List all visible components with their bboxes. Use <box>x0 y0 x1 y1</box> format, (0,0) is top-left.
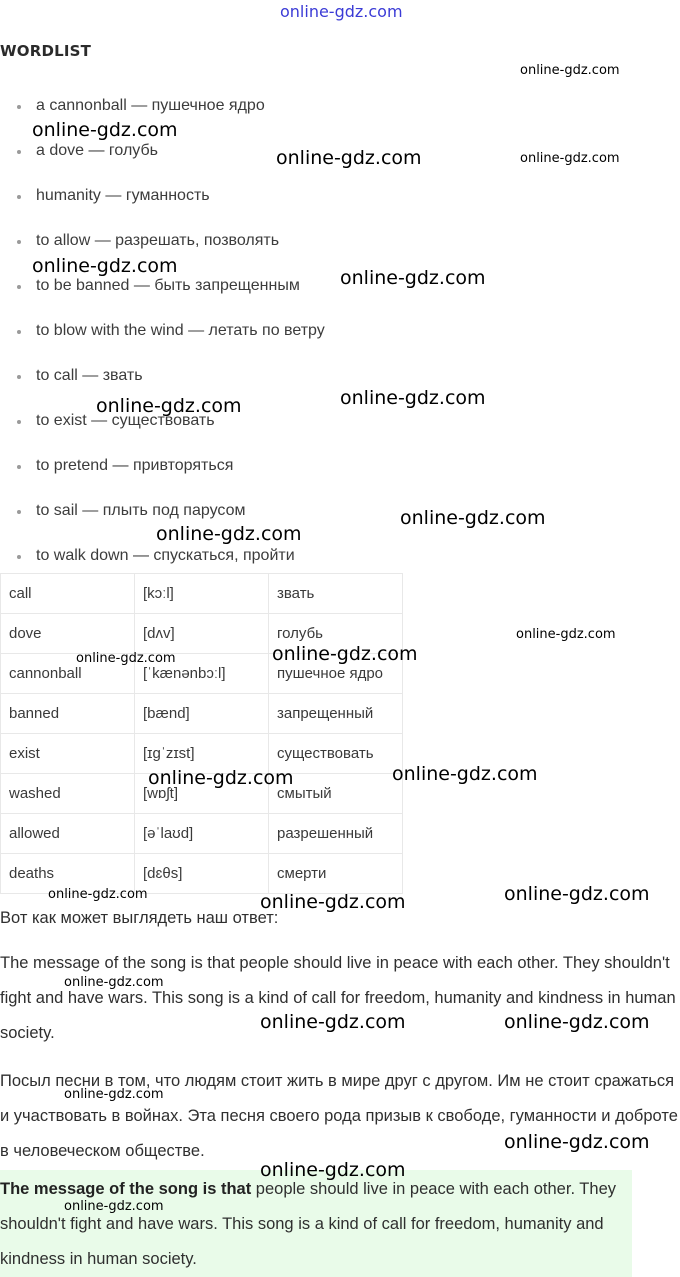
answer-russian: Посыл песни в том, что людям стоит жить в мире друг с другом. Им не стоит сражаться и участвовать в войнах. Эта песня своего рода призыв к свободе, гуманности и доброте в человеческом обществе. <box>0 1072 678 1160</box>
watermark: online-gdz.com <box>516 627 616 642</box>
translation-cell: смытый <box>269 774 403 814</box>
highlight-rest-text: people should live in peace with each other. They shouldn't fight and have wars. This song is a kind of call for freedom, humanity and kindness in human society. <box>0 1180 616 1268</box>
watermark: online-gdz.com <box>504 883 650 905</box>
watermark: online-gdz.com <box>272 643 418 665</box>
watermark: online-gdz.com <box>400 507 546 529</box>
wordlist-item: humanity — гуманность <box>0 185 325 230</box>
vocabulary-table <box>0 573 403 894</box>
table-row <box>1 814 403 854</box>
wordlist-item: to exist — существовать <box>0 410 325 455</box>
wordlist-item: to sail — плыть под парусом <box>0 500 325 545</box>
watermark: online-gdz.com <box>340 267 486 289</box>
watermark: online-gdz.com <box>64 975 164 990</box>
transcription-cell: [dʌv] <box>135 614 269 654</box>
watermark: online-gdz.com <box>260 1159 406 1181</box>
watermark: online-gdz.com <box>260 1011 406 1033</box>
table-row <box>1 694 403 734</box>
wordlist-item: a cannonball — пушечное ядро <box>0 95 325 140</box>
highlighted-answer <box>0 1170 632 1277</box>
translation-cell: разрешенный <box>269 814 403 854</box>
word-cell: washed <box>1 774 135 814</box>
watermark: online-gdz.com <box>520 151 620 166</box>
word-cell: deaths <box>1 854 135 894</box>
wordlist-item: to blow with the wind — летать по ветру <box>0 320 325 365</box>
word-cell: dove <box>1 614 135 654</box>
word-cell: cannonball <box>1 654 135 694</box>
word-cell: allowed <box>1 814 135 854</box>
transcription-cell: [kɔːl] <box>135 574 269 614</box>
translation-cell: существовать <box>269 734 403 774</box>
transcription-cell: [ɪɡˈzɪst] <box>135 734 269 774</box>
answer-intro: Вот как может выглядеть наш ответ: <box>0 909 279 927</box>
watermark: online-gdz.com <box>96 395 242 417</box>
wordlist-item: to call — звать <box>0 365 325 410</box>
translation-cell: смерти <box>269 854 403 894</box>
watermark: online-gdz.com <box>520 63 620 78</box>
watermark: online-gdz.com <box>64 1199 164 1214</box>
watermark: online-gdz.com <box>76 651 176 666</box>
watermark: online-gdz.com <box>32 255 178 277</box>
wordlist-item: to walk down — спускаться, пройти <box>0 545 325 590</box>
watermark: online-gdz.com <box>392 763 538 785</box>
word-cell: banned <box>1 694 135 734</box>
watermark: online-gdz.com <box>340 387 486 409</box>
table-row <box>1 574 403 614</box>
watermark: online-gdz.com <box>148 767 294 789</box>
highlight-bold-text: The message of the song is that <box>0 1180 252 1198</box>
word-cell: exist <box>1 734 135 774</box>
transcription-cell: [əˈlaʊd] <box>135 814 269 854</box>
watermark: online-gdz.com <box>32 119 178 141</box>
watermark: online-gdz.com <box>156 523 302 545</box>
answer-english: The message of the song is that people should live in peace with each other. They shouldn't fight and have wars. This song is a kind of call for freedom, humanity and kindness in human society. <box>0 954 676 1042</box>
wordlist <box>0 95 325 590</box>
translation-cell: пушечное ядро <box>269 654 403 694</box>
watermark: online-gdz.com <box>504 1131 650 1153</box>
wordlist-item: to pretend — привторяться <box>0 455 325 500</box>
wordlist-item: to allow — разрешать, позволять <box>0 230 325 275</box>
watermark-top: online-gdz.com <box>280 2 403 21</box>
watermark: online-gdz.com <box>276 147 422 169</box>
transcription-cell: [wɒʃt] <box>135 774 269 814</box>
watermark: online-gdz.com <box>260 891 406 913</box>
translation-cell: звать <box>269 574 403 614</box>
watermark: online-gdz.com <box>48 887 148 902</box>
transcription-cell: [bænd] <box>135 694 269 734</box>
transcription-cell: [dɛθs] <box>135 854 269 894</box>
translation-cell: запрещенный <box>269 694 403 734</box>
wordlist-item: to be banned — быть запрещенным <box>0 275 325 320</box>
wordlist-heading: WORDLIST <box>0 42 92 60</box>
watermark: online-gdz.com <box>504 1011 650 1033</box>
watermark: online-gdz.com <box>64 1087 164 1102</box>
translation-cell: голубь <box>269 614 403 654</box>
transcription-cell: [ˈkænənbɔːl] <box>135 654 269 694</box>
word-cell: call <box>1 574 135 614</box>
wordlist-item: a dove — голубь <box>0 140 325 185</box>
